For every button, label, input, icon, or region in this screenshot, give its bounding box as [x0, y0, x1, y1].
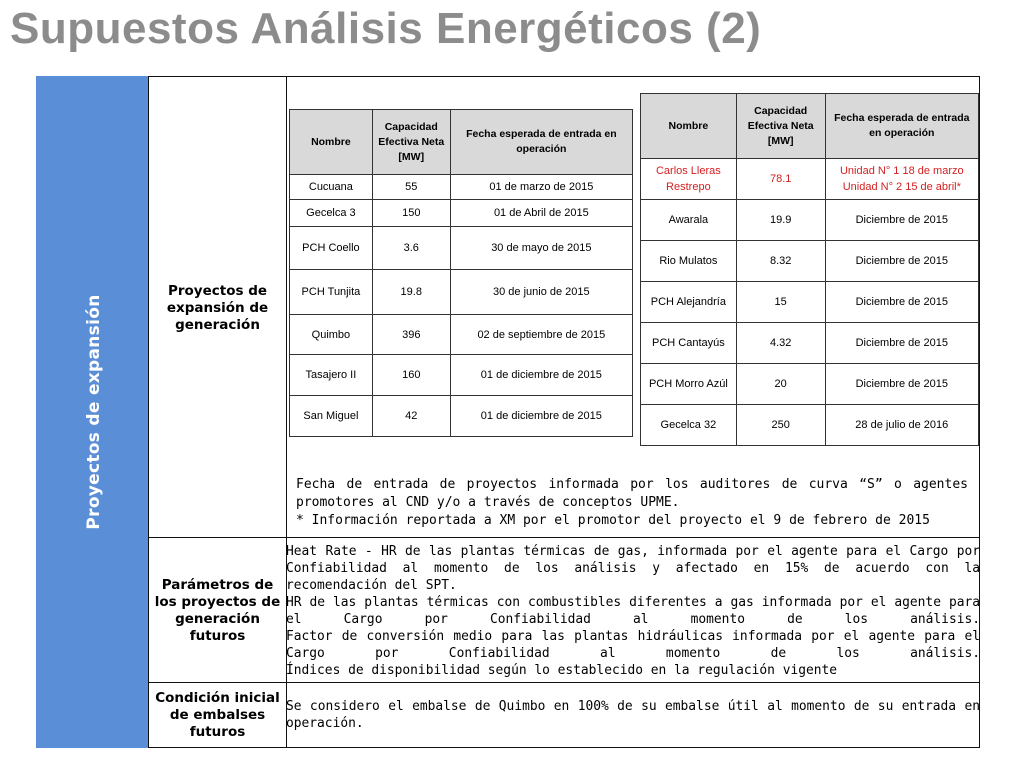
cell-capacity: 4.32: [736, 323, 825, 364]
cell-capacity: 78.1: [736, 159, 825, 200]
cell-date: 02 de septiembre de 2015: [450, 315, 632, 355]
table-row: [290, 355, 633, 396]
column-header: Capacidad Efectiva Neta [MW]: [372, 110, 450, 175]
table-row-highlighted: [641, 159, 979, 200]
table-row: [641, 323, 979, 364]
table-header-row: [290, 110, 633, 175]
cell-name: PCH Morro Azúl: [641, 364, 737, 405]
cell-date: Diciembre de 2015: [825, 282, 978, 323]
cell-name: PCH Tunjita: [290, 270, 373, 315]
cell-date: 30 de junio de 2015: [450, 270, 632, 315]
cell-date: Diciembre de 2015: [825, 323, 978, 364]
initial-condition-text: [286, 698, 980, 732]
row-divider-1: [149, 537, 980, 538]
note-line-2: * Información reportada a XM por el promotor del proyecto el 9 de febrero de 2015: [296, 513, 930, 528]
note-line-1: Fecha de entrada de proyectos informada por los auditores de curva “S” o agentes promotores al CND y/o a través de conceptos UPME.: [296, 477, 968, 510]
paragraph-conversion-factor: Factor de conversión medio para las plantas hidráulicas informada por el agente para el Cargo por Confiabilidad al momento de los análisis.: [286, 629, 980, 661]
cell-name: Gecelca 3: [290, 200, 373, 227]
cell-capacity: 42: [372, 396, 450, 437]
cell-date: 01 de diciembre de 2015: [450, 396, 632, 437]
table-row: [290, 315, 633, 355]
section-initial-condition: Condición inicial de embalses futuros: [155, 690, 280, 740]
cell-capacity: 19.8: [372, 270, 450, 315]
table-row: [641, 282, 979, 323]
table-row: [290, 270, 633, 315]
page-title: Supuestos Análisis Energéticos (2): [10, 4, 762, 53]
cell-capacity: 8.32: [736, 241, 825, 282]
paragraph-heat-rate-gas: Heat Rate - HR de las plantas térmicas de gas, informada por el agente para el Cargo por Confiabilidad al momento de los análisis y afectado en 15% de acuerdo con la recomendación del SPT.: [286, 544, 980, 593]
cell-name: Awarala: [641, 200, 737, 241]
projects-table-left: [289, 109, 633, 437]
cell-name: PCH Coello: [290, 227, 373, 270]
cell-capacity: 3.6: [372, 227, 450, 270]
sidebar-label: Proyectos de expansión: [84, 294, 104, 530]
paragraph-hr-other-fuels: HR de las plantas térmicas con combustibles diferentes a gas informada por el agente para el Cargo por Confiabilidad al momento de los análisis.: [286, 595, 980, 627]
cell-date: 01 de Abril de 2015: [450, 200, 632, 227]
table-row: [290, 227, 633, 270]
table-row: [641, 364, 979, 405]
cell-capacity: 15: [736, 282, 825, 323]
table-row: [641, 405, 979, 446]
cell-capacity: 396: [372, 315, 450, 355]
table-header-row: [641, 94, 979, 159]
cell-capacity: 55: [372, 175, 450, 200]
table-row: [290, 200, 633, 227]
cell-date: 30 de mayo de 2015: [450, 227, 632, 270]
cell-date: 01 de marzo de 2015: [450, 175, 632, 200]
cell-name: Carlos Lleras Restrepo: [641, 159, 737, 200]
column-header: Fecha esperada de entrada en operación: [450, 110, 632, 175]
cell-name: Rio Mulatos: [641, 241, 737, 282]
cell-capacity: 19.9: [736, 200, 825, 241]
table-row: [641, 241, 979, 282]
table-row: [290, 175, 633, 200]
paragraph-availability: Índices de disponibilidad según lo establecido en la regulación vigente: [286, 663, 838, 678]
cell-name: Quimbo: [290, 315, 373, 355]
cell-name: Gecelca 32: [641, 405, 737, 446]
column-header: Capacidad Efectiva Neta [MW]: [736, 94, 825, 159]
cell-name: Cucuana: [290, 175, 373, 200]
section-future-parameters: Parámetros de los proyectos de generación futuros: [154, 577, 281, 644]
cell-capacity: 20: [736, 364, 825, 405]
column-header: Nombre: [290, 110, 373, 175]
cell-date: 28 de julio de 2016: [825, 405, 978, 446]
cell-name: San Miguel: [290, 396, 373, 437]
cell-capacity: 250: [736, 405, 825, 446]
cell-date: 01 de diciembre de 2015: [450, 355, 632, 396]
cell-name: PCH Cantayús: [641, 323, 737, 364]
column-header: Nombre: [641, 94, 737, 159]
row-divider-2: [149, 682, 980, 683]
cell-date: Diciembre de 2015: [825, 200, 978, 241]
paragraph-initial-condition: Se considero el embalse de Quimbo en 100% de su embalse útil al momento de su entrada en operación.: [286, 699, 980, 731]
source-note: [296, 476, 968, 530]
table-row: [641, 200, 979, 241]
parameters-text: [286, 543, 980, 679]
cell-capacity: 150: [372, 200, 450, 227]
section-generation-projects: Proyectos de expansión de generación: [166, 283, 269, 333]
column-header: Fecha esperada de entrada en operación: [825, 94, 978, 159]
cell-date: Diciembre de 2015: [825, 364, 978, 405]
cell-name: Tasajero II: [290, 355, 373, 396]
projects-table-right: [640, 93, 979, 446]
cell-date: Diciembre de 2015: [825, 241, 978, 282]
table-row: [290, 396, 633, 437]
cell-name: PCH Alejandría: [641, 282, 737, 323]
cell-date: Unidad N° 1 18 de marzo Unidad N° 2 15 de abril*: [825, 159, 978, 200]
cell-capacity: 160: [372, 355, 450, 396]
